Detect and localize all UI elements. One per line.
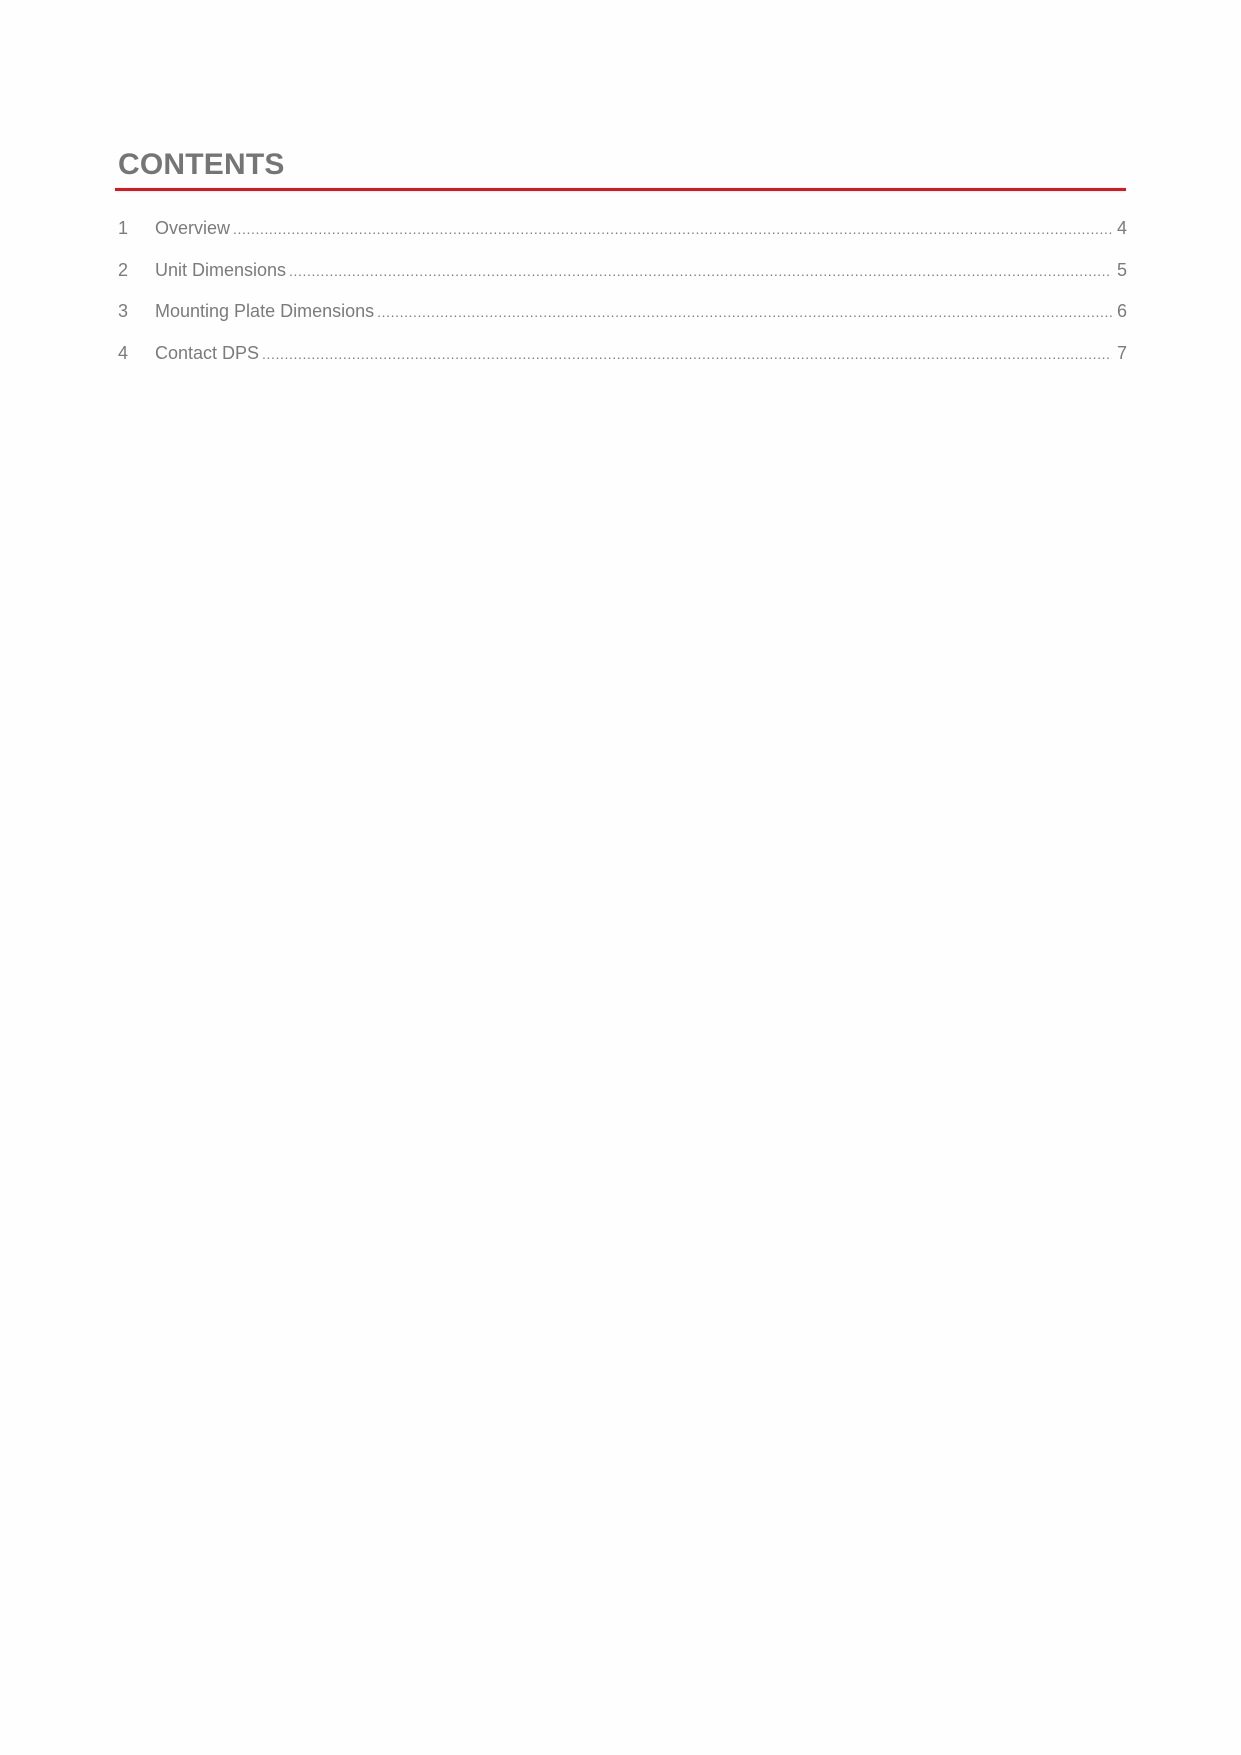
toc-entry-title[interactable]: Unit Dimensions	[155, 259, 287, 280]
toc-entry-page[interactable]: 5	[1116, 259, 1127, 280]
toc-dot-leader	[377, 296, 1112, 328]
table-of-contents	[118, 212, 1127, 378]
toc-entry-overview[interactable]	[118, 212, 1127, 254]
toc-entry-page[interactable]: 7	[1116, 342, 1127, 363]
toc-dot-leader	[289, 255, 1112, 287]
toc-entry-unit-dimensions[interactable]	[118, 254, 1127, 296]
heading-rule	[115, 188, 1126, 191]
toc-entry-number: 3	[118, 301, 129, 321]
toc-entry-number: 4	[118, 342, 129, 363]
toc-entry-contact-dps[interactable]	[118, 337, 1127, 379]
toc-dot-leader	[262, 338, 1112, 370]
toc-entry-page[interactable]: 4	[1116, 218, 1127, 238]
toc-entry-number: 2	[118, 259, 129, 280]
toc-entry-number: 1	[118, 218, 129, 238]
toc-entry-page[interactable]: 6	[1116, 301, 1127, 321]
toc-dot-leader	[233, 213, 1112, 245]
toc-entry-title[interactable]: Mounting Plate Dimensions	[155, 301, 375, 321]
contents-heading: CONTENTS	[118, 148, 285, 181]
toc-entry-mounting-plate-dimensions[interactable]	[118, 295, 1127, 337]
toc-entry-title[interactable]: Contact DPS	[155, 342, 260, 363]
toc-entry-title[interactable]: Overview	[155, 218, 231, 238]
